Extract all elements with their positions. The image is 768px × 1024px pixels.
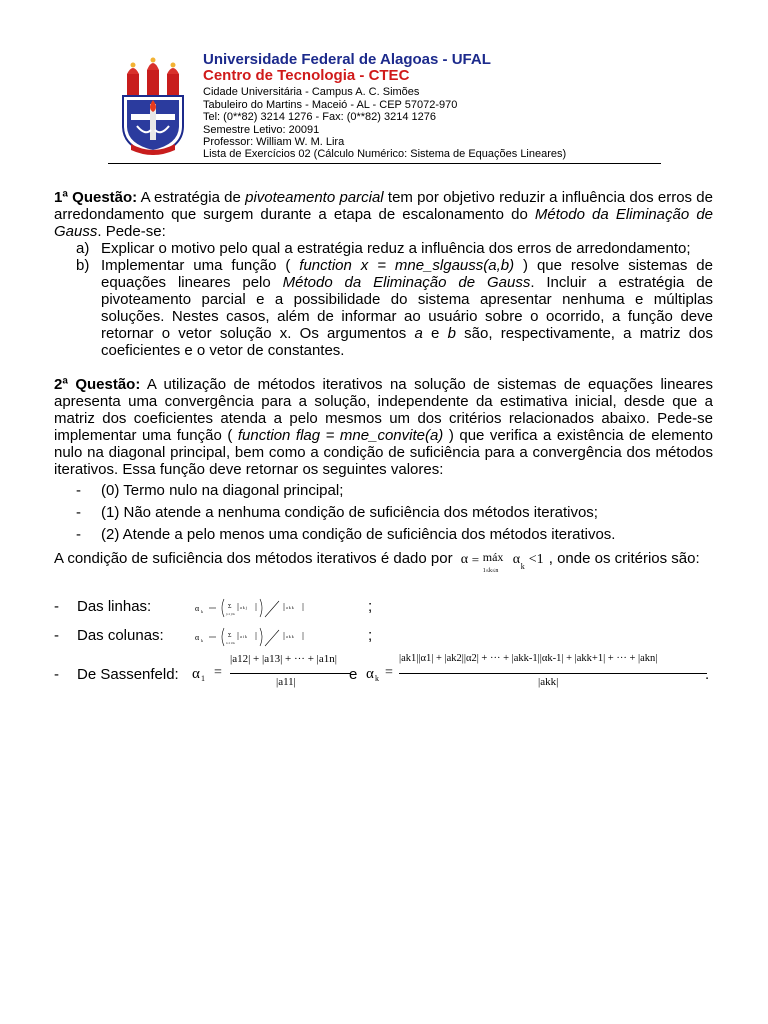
question-2-body — [54, 376, 713, 478]
criterion-sassenfeld — [54, 653, 713, 696]
emphasis: function x = mne_slgauss(a,b) — [299, 257, 515, 274]
item-label: b) — [76, 257, 90, 274]
letterhead — [203, 52, 673, 161]
list-item — [54, 240, 713, 257]
svg-text:α: α — [195, 633, 200, 642]
equals-sign: = — [385, 665, 393, 680]
text: tem por objetivo reduzir a influência dos erros de arredondamento que surgem durante a etapa de escalonamento do — [54, 189, 713, 223]
emphasis: function flag = mne_convite(a) — [237, 427, 444, 444]
address-line: Cidade Universitária - Campus A. C. Simões — [203, 86, 420, 99]
punctuation: ; — [368, 627, 373, 644]
less-than-one: <1 — [528, 552, 544, 567]
item-label: - — [76, 504, 81, 521]
svg-text:a k j: a k j — [240, 605, 247, 610]
professor-line: Professor: William W. M. Lira — [203, 136, 345, 148]
svg-text:j=1 j≠k: j=1 j≠k — [226, 612, 235, 616]
list-item — [54, 526, 713, 543]
numerator: |a12| + |a13| + ··· + |a1n| — [230, 653, 337, 665]
criterion-label: Das colunas: — [77, 627, 164, 644]
question-2 — [54, 376, 713, 548]
return-values-list — [54, 482, 713, 543]
list-item — [54, 257, 713, 359]
item-label: - — [76, 526, 81, 543]
equals-sign: = — [471, 552, 480, 567]
max-subscript: 1≤k≤n — [482, 568, 499, 574]
numerator: |ak1||α1| + |ak2||α2| + ··· + |akk-1||αk-1| + |akk+1| + ··· + |akn| — [399, 653, 658, 664]
alpha-symbol: α — [366, 666, 374, 682]
emphasis: pivoteamento parcial — [245, 189, 384, 206]
text: e — [422, 325, 448, 342]
item-text: (0) Termo nulo na diagonal principal; — [101, 482, 344, 499]
emphasis: b — [447, 325, 456, 342]
subscript-k: k — [375, 674, 379, 683]
criterion-label: Das linhas: — [77, 598, 152, 615]
item-label: - — [54, 666, 59, 683]
question-1-intro — [54, 189, 713, 240]
svg-text:Σ: Σ — [228, 633, 232, 639]
item-text: Explicar o motivo pelo qual a estratégia reduz a influência dos erros de arredondamento; — [101, 240, 691, 257]
max-operator: máx — [482, 550, 504, 564]
text: , onde os critérios são: — [548, 550, 700, 567]
phone-line: Tel: (0**82) 3214 1276 - Fax: (0**82) 3214 1276 — [203, 111, 436, 124]
emphasis: a — [414, 325, 423, 342]
subscript-k: k — [520, 562, 525, 571]
text: . Pede-se: — [97, 223, 166, 240]
sassenfeld-alpha1-formula — [192, 653, 352, 696]
emphasis: Método da Eliminação de Gauss — [282, 274, 531, 291]
sufficiency-condition — [54, 548, 713, 574]
svg-text:a k k: a k k — [286, 605, 294, 610]
svg-text:a k k: a k k — [286, 634, 294, 639]
criterion-label: De Sassenfeld: — [77, 666, 179, 683]
question-1-title: 1ª Questão: — [54, 189, 138, 206]
denominator: |a11| — [276, 676, 296, 688]
equals-sign: = — [214, 665, 222, 680]
center-name: Centro de Tecnologia - CTEC — [203, 67, 410, 85]
question-2-title: 2ª Questão: — [54, 376, 141, 393]
text: ) que resolve sistemas de equações lineares pelo — [101, 257, 713, 291]
alpha-max-formula — [457, 549, 549, 574]
text: A estratégia de — [137, 189, 246, 206]
question-1-items — [54, 240, 713, 359]
svg-text:i=1 i≠k: i=1 i≠k — [226, 641, 235, 645]
header-divider — [108, 163, 661, 164]
item-label: - — [76, 482, 81, 499]
question-1 — [54, 189, 713, 359]
svg-text:k: k — [201, 638, 203, 643]
alpha-k-symbol: α — [512, 552, 521, 567]
fraction-bar — [230, 673, 350, 674]
item-label: - — [54, 598, 59, 615]
item-text: (2) Atende a pelo menos uma condição de suficiência dos métodos iterativos. — [101, 526, 616, 543]
conjunction: e — [349, 666, 358, 683]
item-label: a) — [76, 240, 90, 257]
criterion-columns — [54, 627, 454, 647]
svg-text:k: k — [201, 609, 203, 614]
svg-text:α: α — [195, 604, 200, 613]
alpha-symbol: α — [192, 666, 200, 682]
emphasis: Método da Eliminação de Gauss — [54, 206, 714, 240]
subscript-one: 1 — [201, 674, 205, 683]
exercise-list-title: Lista de Exercícios 02 (Cálculo Numérico: Sistema de Equações Lineares) — [203, 148, 567, 161]
list-item — [54, 504, 713, 521]
text: ) que verifica a existência de elemento nulo na diagonal principal, bem como a condição de suficiência para a convergência dos métodos iterativos. Essa função deve retornar os seguintes valores: — [54, 427, 713, 478]
fraction-bar — [399, 673, 707, 674]
address-line: Tabuleiro do Martins - Maceió - AL - CEP 57072-970 — [203, 98, 458, 111]
row-criterion-formula — [193, 598, 313, 620]
punctuation: ; — [368, 598, 373, 615]
sassenfeld-alphak-formula — [366, 653, 711, 696]
text: . Incluir a estratégia de pivoteamento parcial e a possibilidade do sistema apresentar nenhuma e múltiplas soluções. Nestes casos, além de informar ao usuário sobre o ocorrido, a função deve retornar o vetor solução x. Os argumentos — [101, 274, 713, 342]
svg-text:Σ: Σ — [228, 604, 232, 610]
text: A utilização de métodos iterativos na solução de sistemas de equações lineares apresenta uma convergência para a solução, independente da estimativa inicial, desde que a matriz dos coeficientes atenda a pelo mesmos um dos critérios relacionados abaixo. Pede-se implementar uma função ( — [54, 376, 713, 444]
item-label: - — [54, 627, 59, 644]
svg-text:a i k: a i k — [240, 634, 247, 639]
text: A condição de suficiência dos métodos iterativos é dado por — [54, 550, 453, 567]
university-name: Universidade Federal de Alagoas - UFAL — [203, 51, 491, 68]
punctuation: . — [705, 666, 710, 683]
alpha-symbol: α — [460, 552, 469, 567]
criterion-rows — [54, 598, 454, 618]
text: são, respectivamente, a matriz dos coeficientes e o vetor de constantes. — [101, 325, 713, 359]
text: Implementar uma função ( — [101, 257, 300, 274]
ufal-crest-logo — [121, 56, 185, 160]
item-text: (1) Não atende a nenhuma condição de suficiência dos métodos iterativos; — [101, 504, 598, 521]
column-criterion-formula — [193, 627, 313, 649]
list-item — [54, 482, 713, 499]
denominator: |akk| — [538, 676, 559, 688]
semester-line: Semestre Letivo: 20091 — [203, 123, 320, 136]
